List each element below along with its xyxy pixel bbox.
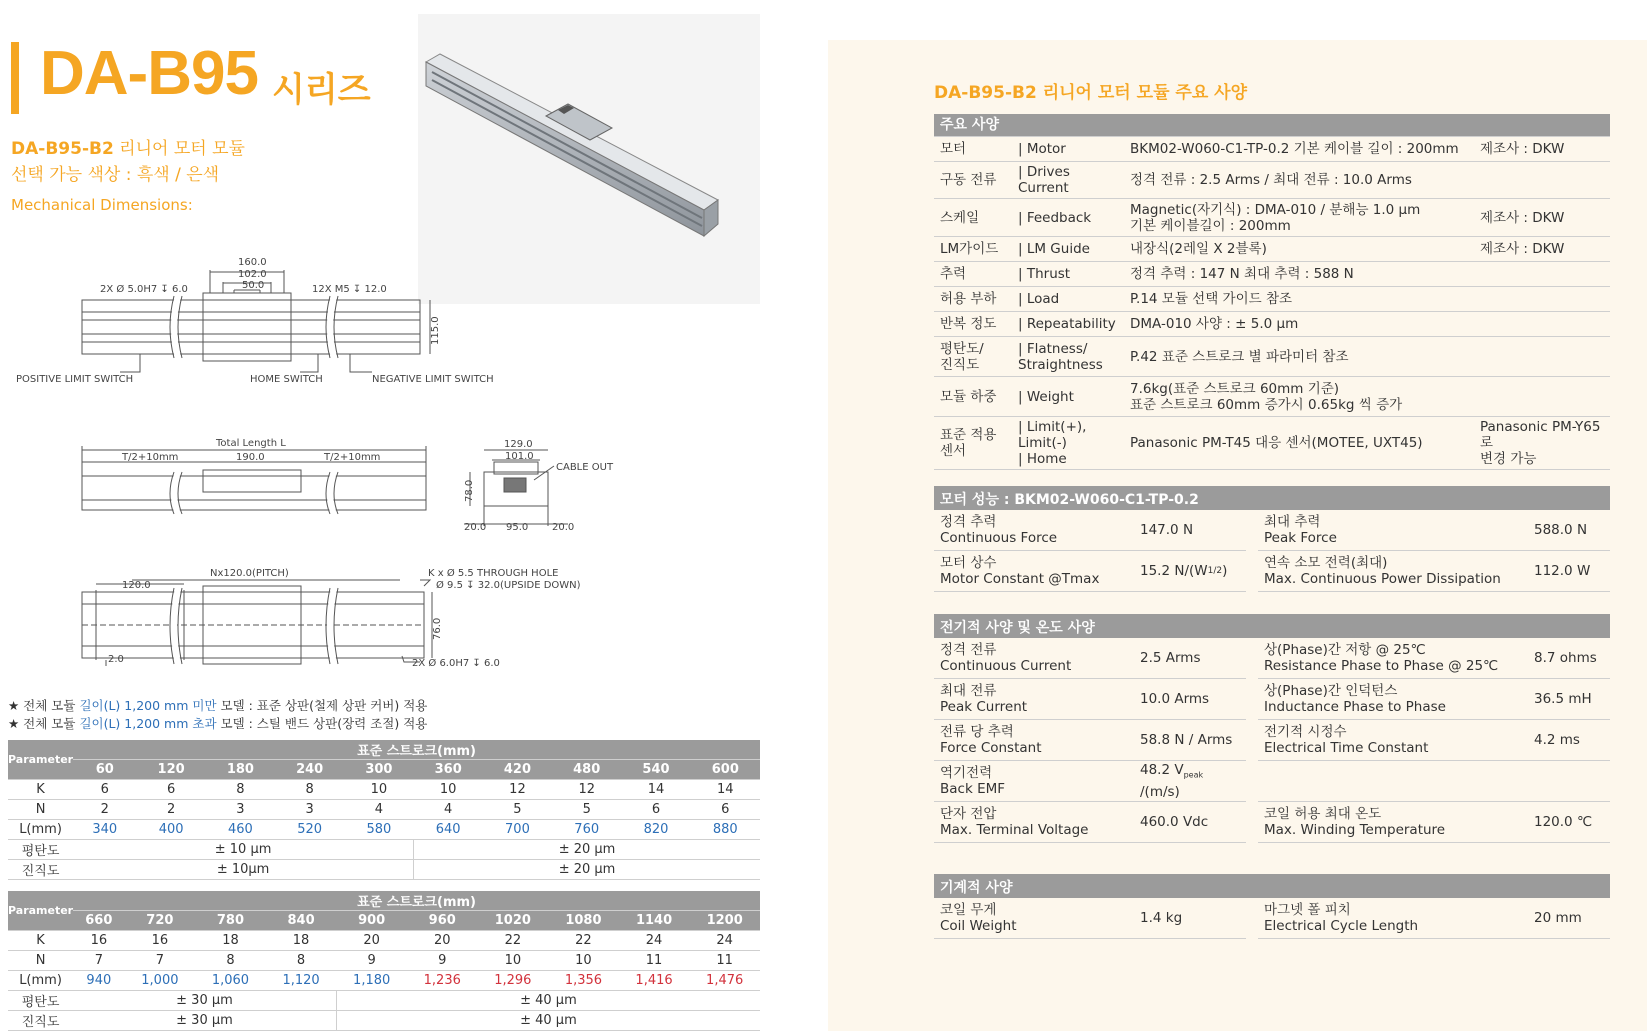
dim-2: 2.0 bbox=[108, 654, 124, 665]
negative-limit-label: NEGATIVE LIMIT SWITCH bbox=[372, 374, 494, 385]
table-row: 추력 | Thrust 정격 추력 : 147 N 최대 추력 : 588 N bbox=[934, 262, 1610, 287]
motor-perf-header: 모터 성능 : BKM02-W060-C1-TP-0.2 bbox=[934, 486, 1610, 510]
pitch-label: Nx120.0(PITCH) bbox=[210, 568, 289, 579]
table-row: K 16 16 18 18 20 20 22 22 24 24 bbox=[8, 931, 760, 951]
table-row: LM가이드 | LM Guide 내장식(2레일 X 2블록) 제조사 : DKW bbox=[934, 237, 1610, 262]
table-row: L(mm) 940 1,000 1,060 1,120 1,180 1,236 1,296 1,356 1,416 1,476 bbox=[8, 971, 760, 991]
hole-spec-2: 12X M5 ↧ 12.0 bbox=[312, 284, 387, 295]
model-desc: 리니어 모터 모듈 bbox=[113, 139, 245, 159]
dim-20-right: 20.0 bbox=[552, 522, 575, 533]
param-header: Parameter bbox=[8, 740, 73, 780]
table-row: 모듈 하중 | Weight 7.6kg(표준 스트로크 60mm 기준) 표준 스트로크 60mm 증가시 0.65kg 씩 증가 bbox=[934, 377, 1610, 417]
stroke-row: 60 120 180 240 300 360 420 480 540 600 bbox=[8, 760, 760, 780]
mechanical-drawing bbox=[0, 0, 820, 680]
dim-50: 50.0 bbox=[242, 280, 265, 291]
left-page bbox=[0, 0, 820, 1031]
dim-101: 101.0 bbox=[505, 451, 534, 462]
stroke-title: 표준 스트로크(mm) bbox=[73, 740, 760, 760]
stroke-table-1 bbox=[8, 740, 760, 880]
stroke-row: 660 720 780 840 900 960 1020 1080 1140 1200 bbox=[8, 911, 760, 931]
mech-dims-label: Mechanical Dimensions: bbox=[11, 196, 193, 214]
cable-out-label: CABLE OUT bbox=[556, 462, 614, 473]
stroke-table-2 bbox=[8, 891, 760, 1031]
mechanical-table bbox=[934, 874, 1610, 939]
dim-95: 95.0 bbox=[506, 522, 529, 533]
total-length-label: Total Length L bbox=[216, 438, 286, 449]
table-row: 평탄도 ± 10 μm ± 20 μm bbox=[8, 840, 760, 860]
spec-section-title: DA-B95-B2 리니어 모터 모듈 주요 사양 bbox=[934, 83, 1248, 103]
dim-129: 129.0 bbox=[504, 439, 533, 450]
table-row: 구동 전류 | Drives Current 정격 전류 : 2.5 Arms / 최대 전류 : 10.0 Arms bbox=[934, 162, 1610, 199]
table-row: 표준 적용 센서 | Limit(+), Limit(-) | Home Panasonic PM-T45 대응 센서(MOTEE, UXT45) Panasonic PM-Y65로 변경 가능 bbox=[934, 417, 1610, 470]
home-switch-label: HOME SWITCH bbox=[250, 374, 323, 385]
mechanical-header: 기계적 사양 bbox=[934, 874, 1610, 898]
dim-78: 78.0 bbox=[464, 479, 475, 502]
page-title-suffix: 시리즈 bbox=[272, 70, 371, 110]
table-row: 정격 전류 Continuous Current 2.5 Arms 상(Phase)간 저항 @ 25℃ Resistance Phase to Phase @ 25℃ 8.7 ohms bbox=[934, 638, 1610, 679]
table-row: 역기전력 Back EMF 48.2 $V_{peak}$ /(m/s) bbox=[934, 761, 1610, 802]
table-row: K 6 6 8 8 10 10 12 12 14 14 bbox=[8, 780, 760, 800]
electrical-table bbox=[934, 614, 1610, 843]
table-row: 코일 무게 Coil Weight 1.4 kg 마그넷 폴 피치 Electrical Cycle Length 20 mm bbox=[934, 898, 1610, 939]
dim-102: 102.0 bbox=[238, 269, 267, 280]
table-row: 허용 부하 | Load P.14 모듈 선택 가이드 참조 bbox=[934, 287, 1610, 312]
table-row: 정격 추력 Continuous Force 147.0 N 최대 추력 Peak Force 588.0 N bbox=[934, 510, 1610, 551]
color-options: 선택 가능 색상 : 흑색 / 은색 bbox=[11, 165, 220, 185]
note-2: ★ 전체 모듈 길이(L) 1,200 mm 초과 모델 : 스틸 밴드 상판(장력 조절) 적용 bbox=[8, 716, 428, 731]
table-row: N 2 2 3 3 4 4 5 5 6 6 bbox=[8, 800, 760, 820]
table-row: 최대 전류 Peak Current 10.0 Arms 상(Phase)간 인덕턴스 Inductance Phase to Phase 36.5 mH bbox=[934, 679, 1610, 720]
table-row: 모터 | Motor BKM02-W060-C1-TP-0.2 기본 케이블 길이 : 200mm 제조사 : DKW bbox=[934, 137, 1610, 162]
table-row: 단자 전압 Max. Terminal Voltage 460.0 Vdc 코일 허용 최대 온도 Max. Winding Temperature 120.0 ℃ bbox=[934, 802, 1610, 843]
table-row: L(mm) 340 400 460 520 580 640 700 760 820 880 bbox=[8, 820, 760, 840]
table-row: 평탄도/ 진직도 | Flatness/ Straightness P.42 표준 스트로크 별 파라미터 참조 bbox=[934, 337, 1610, 377]
table-row: 스케일 | Feedback Magnetic(자기식) : DMA-010 / 분해능 1.0 μm 기본 케이블길이 : 200mm 제조사 : DKW bbox=[934, 199, 1610, 237]
table-row: 진직도 ± 10μm ± 20 μm bbox=[8, 860, 760, 880]
dim-160: 160.0 bbox=[238, 257, 267, 268]
param-header: Parameter bbox=[8, 891, 73, 931]
dim-76: 76.0 bbox=[432, 617, 443, 640]
through-hole-label: K x Ø 5.5 THROUGH HOLE bbox=[428, 568, 559, 579]
note-1: ★ 전체 모듈 길이(L) 1,200 mm 미만 모델 : 표준 상판(철제 상판 커버) 적용 bbox=[8, 698, 428, 713]
table-row: 전류 당 추력 Force Constant 58.8 N / Arms 전기적 시정수 Electrical Time Constant 4.2 ms bbox=[934, 720, 1610, 761]
stroke-title: 표준 스트로크(mm) bbox=[73, 891, 760, 911]
hole-spec-1: 2X Ø 5.0H7 ↧ 6.0 bbox=[100, 284, 188, 295]
t2-left-label: T/2+10mm bbox=[122, 452, 179, 463]
table-row: 평탄도 ± 30 μm ± 40 μm bbox=[8, 991, 760, 1011]
dim-115: 115.0 bbox=[430, 316, 441, 345]
dim-20-left: 20.0 bbox=[464, 522, 487, 533]
dim-120: 120.0 bbox=[122, 580, 151, 591]
table-row: 반복 정도 | Repeatability DMA-010 사양 : ± 5.0 μm bbox=[934, 312, 1610, 337]
hole-spec-3: 2X Ø 6.0H7 ↧ 6.0 bbox=[412, 658, 500, 669]
main-spec-header: 주요 사양 bbox=[934, 114, 1610, 137]
table-row: N 7 7 8 8 9 9 10 10 11 11 bbox=[8, 951, 760, 971]
model-code: DA-B95-B2 bbox=[11, 139, 114, 159]
table-row: 모터 상수 Motor Constant @Tmax 15.2 N/(W 1/2 ) 연속 소모 전력(최대) Max. Continuous Power Dissipation 112.0 W bbox=[934, 551, 1610, 592]
page-title: DA-B95 bbox=[40, 39, 258, 108]
right-page bbox=[828, 40, 1647, 1031]
notes bbox=[8, 697, 427, 733]
dim-190: 190.0 bbox=[236, 452, 265, 463]
upside-down-label: Ø 9.5 ↧ 32.0(UPSIDE DOWN) bbox=[436, 580, 581, 591]
electrical-header: 전기적 사양 및 온도 사양 bbox=[934, 614, 1610, 638]
positive-limit-label: POSITIVE LIMIT SWITCH bbox=[16, 374, 134, 385]
main-spec-table bbox=[934, 114, 1610, 470]
t2-right-label: T/2+10mm bbox=[324, 452, 381, 463]
motor-perf-table bbox=[934, 486, 1610, 592]
table-row: 진직도 ± 30 μm ± 40 μm bbox=[8, 1011, 760, 1031]
